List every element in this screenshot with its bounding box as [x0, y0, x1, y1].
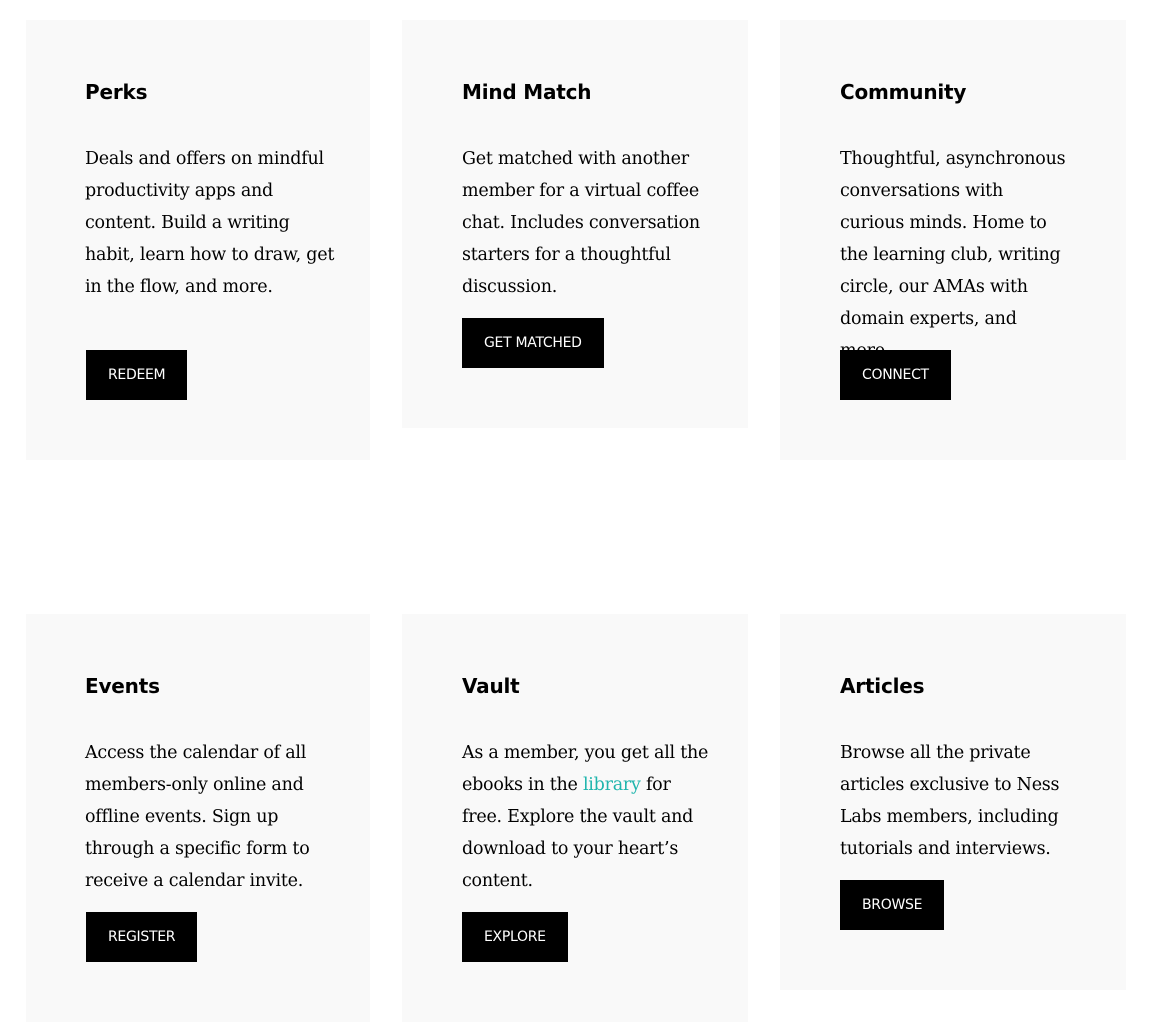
vault-description — [462, 737, 714, 897]
articles-description: Browse all the private articles exclusive to Ness Labs members, including tutorials and interviews. — [840, 743, 1060, 859]
perks-title: Perks — [85, 80, 148, 104]
register-button[interactable]: REGISTER — [86, 912, 197, 962]
perks-card — [26, 20, 370, 460]
perks-description: Deals and offers on mindful productivity apps and content. Build a writing habit, learn how to draw, get in the flow, and more. — [85, 149, 335, 297]
articles-card — [780, 614, 1126, 990]
library-link[interactable]: library — [582, 775, 641, 795]
mind-match-title: Mind Match — [462, 80, 592, 104]
mind-match-description: Get matched with another member for a virtual coffee chat. Includes conversation starters for a thoughtful discussion. — [462, 149, 700, 297]
vault-description-part-2: for free. Explore the vault and download to your heart’s content. — [462, 775, 694, 891]
browse-button[interactable]: BROWSE — [840, 880, 944, 930]
community-title: Community — [840, 80, 967, 104]
explore-button[interactable]: EXPLORE — [462, 912, 568, 962]
vault-card — [402, 614, 748, 1022]
community-card — [780, 20, 1126, 460]
vault-title: Vault — [462, 674, 520, 698]
events-title: Events — [85, 674, 160, 698]
events-card — [26, 614, 370, 1022]
vault-description-part-1: As a member, you get all the ebooks in the — [462, 743, 709, 795]
redeem-button[interactable]: REDEEM — [86, 350, 187, 400]
events-description: Access the calendar of all members-only online and offline events. Sign up through a specific form to receive a calendar invite. — [85, 743, 310, 891]
get-matched-button[interactable]: GET MATCHED — [462, 318, 604, 368]
community-description: Thoughtful, asynchronous conversations with curious minds. Home to the learning club, writing circle, our AMAs with domain experts, and — [840, 149, 1066, 329]
mind-match-card — [402, 20, 748, 428]
articles-title: Articles — [840, 674, 925, 698]
connect-button[interactable]: CONNECT — [840, 350, 951, 400]
